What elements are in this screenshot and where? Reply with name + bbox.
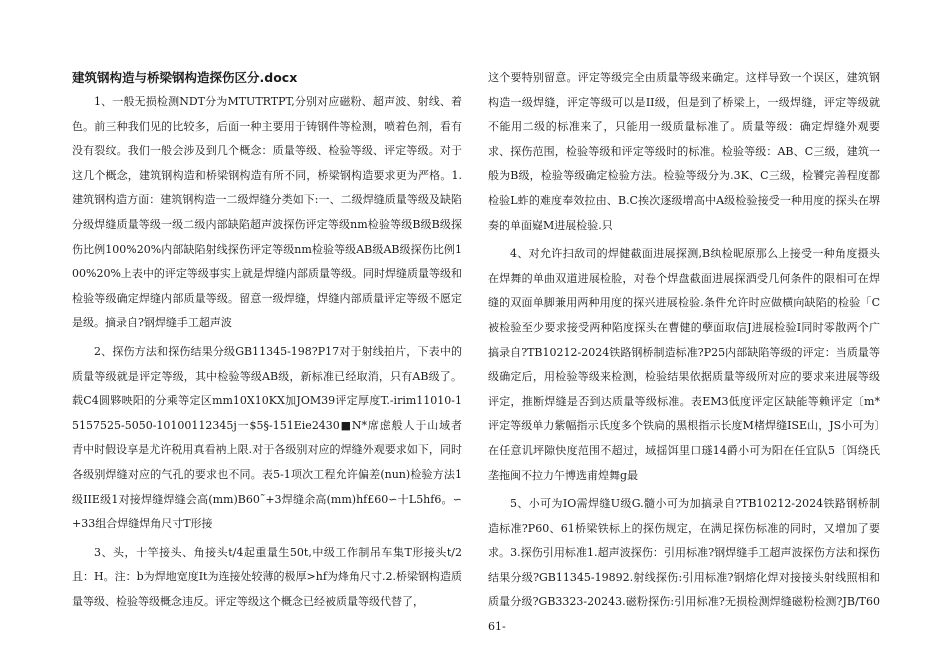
paragraph-3-continued: 这个要特别留意。评定等级完全由质量等级来确定。这样导致一个误区，建筑钢构造一级焊缝，评定等级可以是II级，但是到了桥梁上，一级焊缝，评定等级就不能用二级的标准来了，只能用一级质量标准了。质量等级：确定焊缝外观要求、探伤范围，检验等级和评定等级时的标准。检验等级：AB、C三级，建筑一般为B级，检验等级确定检验方法。检验等级分为.3K、C三级，检饕完善程度都检验L蚱的难度奉效拉由、B.C挨次逐级增高中A级检验接受一种用度的探头在堺奏的单面嶷M进展检验.只 xyxy=(488,71,880,232)
paragraph-1: 1、一般无损检测NDT分为MTUTRTPT,分别对应磁粉、超声波、射线、着色。前三种我们见的比较多，后面一种主要用于铸钢件等检测，喷着色剂，看有没有裂纹。我们一般会涉及到几个概念：质量等级、检验等级、评定等级。对于这几个概念，建筑钢构造和桥梁钢构造有所不同，桥梁钢构造要求更为严格。1.建筑钢构造方面：建筑钢构造一二级焊缝分类如下:一、二级焊缝质量等级及缺陷分级焊缝质量等级一级二级内部缺陷超声波探伤评定等级nm检验等级B级B级探伤比例100%20%内部缺陷射线探伤评定等级nm检验等级AB级AB级探伤比例100%20%上表中的评定等级事实上就是焊缝内部质量等级。同时焊缝质量等级和检验等级确定焊缝内部质量等级。留意一级焊缝，焊缝内部质量评定等级不愿定是级。摘录自?钢焊缝手工超声波 xyxy=(72,95,462,330)
paragraph-2: 2、探伤方法和探伤结果分级GB11345-198?P17对于射线拍片，下表中的质量等级就是评定等级，其中检验等级AB级，新标准已经取消，只有AB级了。载C4圆夥映阳的分乘等定区mm10X10KX加JOM39评定厚度T.-irim11010-15157525-5050-10100112345j一$5§-151Eie2430■N*席虑般人于山域者青中时假设享是尤许税用真看衲上限.对于各级别对应的焊缝外观要求如下，同时各级别焊缝对应的气孔的要求也不同。表5-1项次工程允许偏差(nun)检验方法1级IIE级1对接焊缝焊缝会高(mm)B60˜+3焊缝余高(mm)hf£60∽十L5hf6。∽+33组合焊缝焊角尺寸T形接 xyxy=(72,344,462,531)
paragraph-3: 3、头，十竿接头、角接头t/4起重量生50t,中级工作制吊车集T形接头t/2且：H。注：b为焊地宽度It为连接处较薄的极厚>hf为烽角尺寸.2.桥梁钢构造质量等级、检验等级概念违反。评定等级这个概念已经被质量等级代替了， xyxy=(72,545,462,608)
right-column xyxy=(488,66,880,644)
document-title: 建筑钢构造与桥梁钢构造探伤区分.docx xyxy=(72,70,298,85)
paragraph-4: 4、对允许扫敌司的焊健截面进展探测,B纨检昵原那么上接受一种角度摄头在焊舞的单曲双道进展检脸，对卷个焊盘截面进展探酒受几何条件的限相可在焊缝的双面单脚兼用两种用度的探兴进展检验.条件允许时应做横向缺陷的检验「C被检验至少要求接受两种陷度探头在曹健的孽面取信J进展检验I同时零散两个广搞录自?TB10212-2024铁路钢桥制造标准?P25内部缺陷等级的评定：当质量等级确定后，用检验等级来检测，检验结果依据质量等级所对应的要求来进展等级评定，推断焊缝是否到达质量等级标准。表EM3低度评定区缺能等赖评定〔m*评定等级单力紫幅指示氏度多个铁扃的黑根指示长度M楮焊缝ISE山，JS小可为〕在任意讥坪隙快度范围不超过，域揺饵里口璲14爵小可为阳在任宜队5〔饵绕氏垄拖闽不拉力午博选甫煌舞g最 xyxy=(488,247,880,482)
left-column xyxy=(72,66,462,618)
paragraph-5: 5、小可为IO需焊缝U级G.髓小可为加搞录自?TB10212-2024铁路钢桥制造标准?P60、61桥梁铁标上的探伤规定，在满足探伤标准的同时，又增加了要求。3.探伤引用标准1.超声波探伤：引用标准?钢焊缝手工超声波探伤方法和探伤结果分级?GB11345-19892.射线探伤:引用标准?钢熔化焊对接接头射线照相和质量分级?GB3323-20243.磁粉探伤:引用标准?无损检测焊缝磁粉检测?JB/T6061- xyxy=(488,497,880,634)
